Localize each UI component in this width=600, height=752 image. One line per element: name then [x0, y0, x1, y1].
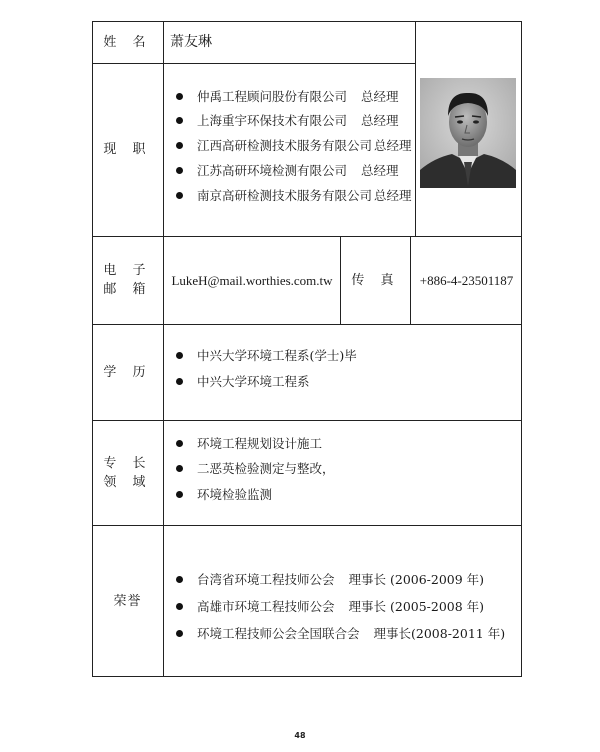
bullet-icon — [176, 142, 183, 149]
list-item — [176, 111, 399, 129]
list-item: 二恶英检验测定与整改， — [176, 459, 335, 477]
expertise-label: 专 长 领 域 — [103, 455, 152, 490]
list-item: 环境工程规划设计施工 — [176, 434, 322, 452]
bullet-icon — [176, 603, 183, 610]
page-number: 48 — [294, 731, 306, 740]
bullet-icon — [176, 465, 183, 472]
name-label: 姓 名 — [103, 34, 152, 50]
bullet-icon — [176, 167, 183, 174]
portrait-photo — [420, 78, 516, 188]
fax-label: 传 真 — [351, 272, 400, 288]
list-item — [176, 161, 399, 179]
fax-value: +886-4-23501187 — [419, 272, 514, 288]
name-value: 萧友琳 — [170, 33, 212, 50]
column-divider — [163, 21, 164, 677]
positions-label: 现 职 — [103, 142, 152, 157]
position-title: 总经理 — [374, 138, 412, 153]
bullet-icon — [176, 93, 183, 100]
position-org: 南京高研检测技术服务有限公司 — [197, 188, 373, 203]
education-label: 学 历 — [103, 364, 152, 380]
list-item: 环境检验监测 — [176, 485, 272, 503]
list-item: 中兴大学环境工程系(学士)毕 — [176, 346, 357, 364]
position-org: 仲禹工程顾问股份有限公司 — [197, 89, 348, 104]
position-org: 江西高研检测技术服务有限公司 — [197, 138, 373, 153]
list-item — [176, 186, 412, 204]
honors-label: 荣誉 — [113, 593, 142, 609]
position-title: 总经理 — [361, 113, 399, 128]
email-value: LukeH@mail.worthies.com.tw — [171, 272, 333, 288]
position-org: 上海重宇环保技术有限公司 — [197, 113, 348, 128]
position-title: 总经理 — [361, 163, 399, 178]
expertise-list — [176, 420, 516, 525]
position-org: 江苏高研环境检测有限公司 — [197, 163, 348, 178]
position-title: 总经理 — [361, 89, 399, 104]
bullet-icon — [176, 378, 183, 385]
bullet-icon — [176, 117, 183, 124]
education-list — [176, 324, 516, 420]
bullet-icon — [176, 630, 183, 637]
bullet-icon — [176, 352, 183, 359]
list-item: 环境工程技师公会全国联合会 理事长(2008-2011 年) — [176, 624, 505, 642]
email-label: 电 子 邮 箱 — [103, 263, 152, 297]
bullet-icon — [176, 491, 183, 498]
bullet-icon — [176, 192, 183, 199]
column-divider — [415, 21, 416, 236]
list-item — [176, 136, 412, 154]
list-item: 台湾省环境工程技师公会 理事长 (2006-2009 年) — [176, 570, 484, 588]
list-item: 中兴大学环境工程系 — [176, 372, 310, 390]
honors-list — [176, 525, 516, 677]
bullet-icon — [176, 440, 183, 447]
list-item — [176, 87, 399, 105]
bullet-icon — [176, 576, 183, 583]
list-item: 高雄市环境工程技师公会 理事长 (2005-2008 年) — [176, 597, 484, 615]
positions-list — [176, 63, 414, 236]
position-title: 总经理 — [374, 188, 412, 203]
